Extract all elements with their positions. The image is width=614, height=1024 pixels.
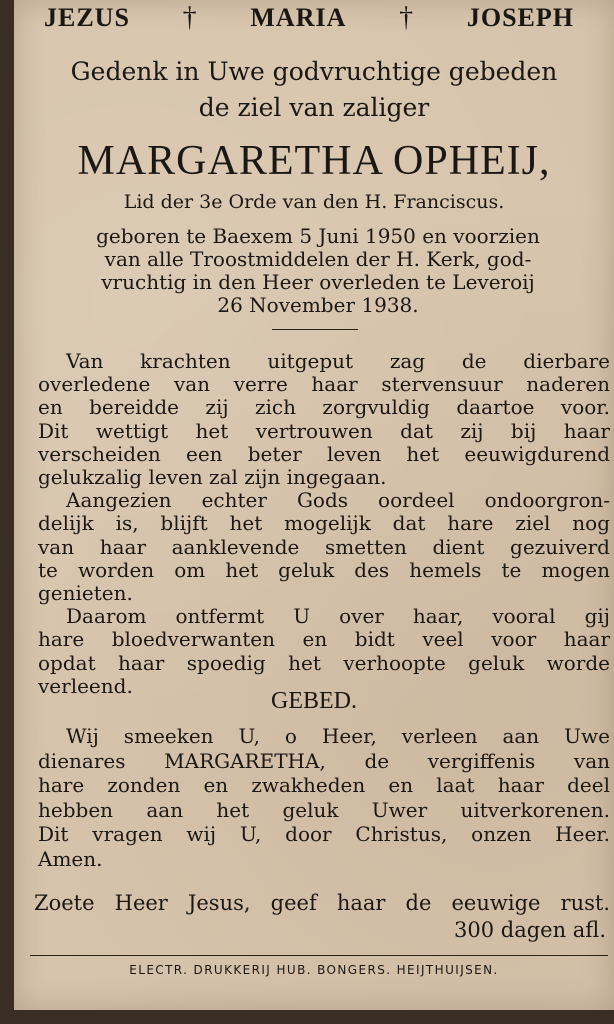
- divider: [272, 329, 358, 330]
- header-joseph: JOSEPH: [466, 3, 574, 32]
- body-line: Daarom ontfermt U over haar, vooral gij: [66, 604, 610, 629]
- birth-line: vruchtig in den Heer overleden te Leveroij: [101, 270, 535, 294]
- prayer-text: [38, 724, 610, 871]
- body-line: van haar aanklevende smetten dient gezuiverd: [38, 534, 610, 559]
- body-line: hare bloedverwanten en bidt veel voor haar: [38, 627, 610, 652]
- prayer-line: Dit vragen wij U, door Christus, onzen Heer.: [38, 822, 610, 846]
- body-line: genieten.: [38, 581, 133, 606]
- prayer-line: hebben aan het geluk Uwer uitverkorenen.: [38, 797, 610, 822]
- body-line: gelukzalig leven zal zijn ingegaan.: [38, 465, 387, 490]
- birth-line: van alle Troostmiddelen der H. Kerk, god-: [104, 247, 532, 271]
- body-line: Van krachten uitgeput zag de dierbare: [66, 349, 610, 373]
- body-line: Aangezien echter Gods oordeel ondoorgron-: [66, 488, 610, 513]
- prayer-title: GEBED.: [271, 688, 357, 714]
- printer-imprint: ELECTR. DRUKKERIJ HUB. BONGERS. HEIJTHUIJSEN.: [129, 963, 499, 977]
- body-line: en bereidde zij zich zorgvuldig daartoe voor.: [38, 395, 610, 420]
- header-maria: MARIA: [250, 3, 347, 32]
- memorial-card: [14, 0, 614, 1010]
- prayer-line: Wij smeeken U, o Heer, verleen aan Uwe: [66, 724, 610, 748]
- prayer-line: Amen.: [38, 846, 103, 871]
- body-line: verscheiden een beter leven het eeuwigdurend: [38, 441, 610, 466]
- closing-line: Zoete Heer Jesus, geef haar de eeuwige rust.: [34, 891, 610, 915]
- body-line: opdat haar spoedig het verhoopte geluk worde: [38, 650, 610, 675]
- birth-line: 26 November 1938.: [217, 293, 419, 317]
- body-line: verleend.: [38, 673, 133, 698]
- body-line: Dit wettigt het vertrouwen dat zij bij haar: [38, 418, 610, 443]
- body-line: overledene van verre haar stervensuur naderen: [38, 372, 610, 397]
- indulgence-note: 300 dagen afl.: [454, 918, 606, 942]
- birth-death-details: [44, 225, 592, 317]
- holy-names-header: [44, 2, 574, 34]
- body-line: te worden om het geluk des hemels te mogen: [38, 557, 610, 582]
- footer-divider: [30, 955, 608, 956]
- body-text: [38, 350, 610, 698]
- cross-icon: †: [182, 2, 198, 33]
- birth-line: geboren te Baexem 5 Juni 1950 en voorzien: [96, 224, 540, 248]
- prayer-line: hare zonden en zwakheden en laat haar deel: [38, 773, 610, 797]
- header-jezus: JEZUS: [44, 3, 130, 32]
- cross-icon: †: [399, 2, 415, 33]
- order-membership: Lid der 3e Orde van den H. Franciscus.: [123, 191, 505, 213]
- deceased-name: MARGARETHA OPHEIJ,: [77, 138, 551, 184]
- body-line: delijk is, blijft het mogelijk dat hare ziel nog: [38, 511, 610, 536]
- closing-prayer: [34, 890, 610, 944]
- prayer-line: dienares MARGARETHA, de vergiffenis van: [38, 748, 610, 773]
- intro-line-1: Gedenk in Uwe godvruchtige gebeden: [70, 57, 558, 86]
- intro-line-2: de ziel van zaliger: [198, 93, 430, 122]
